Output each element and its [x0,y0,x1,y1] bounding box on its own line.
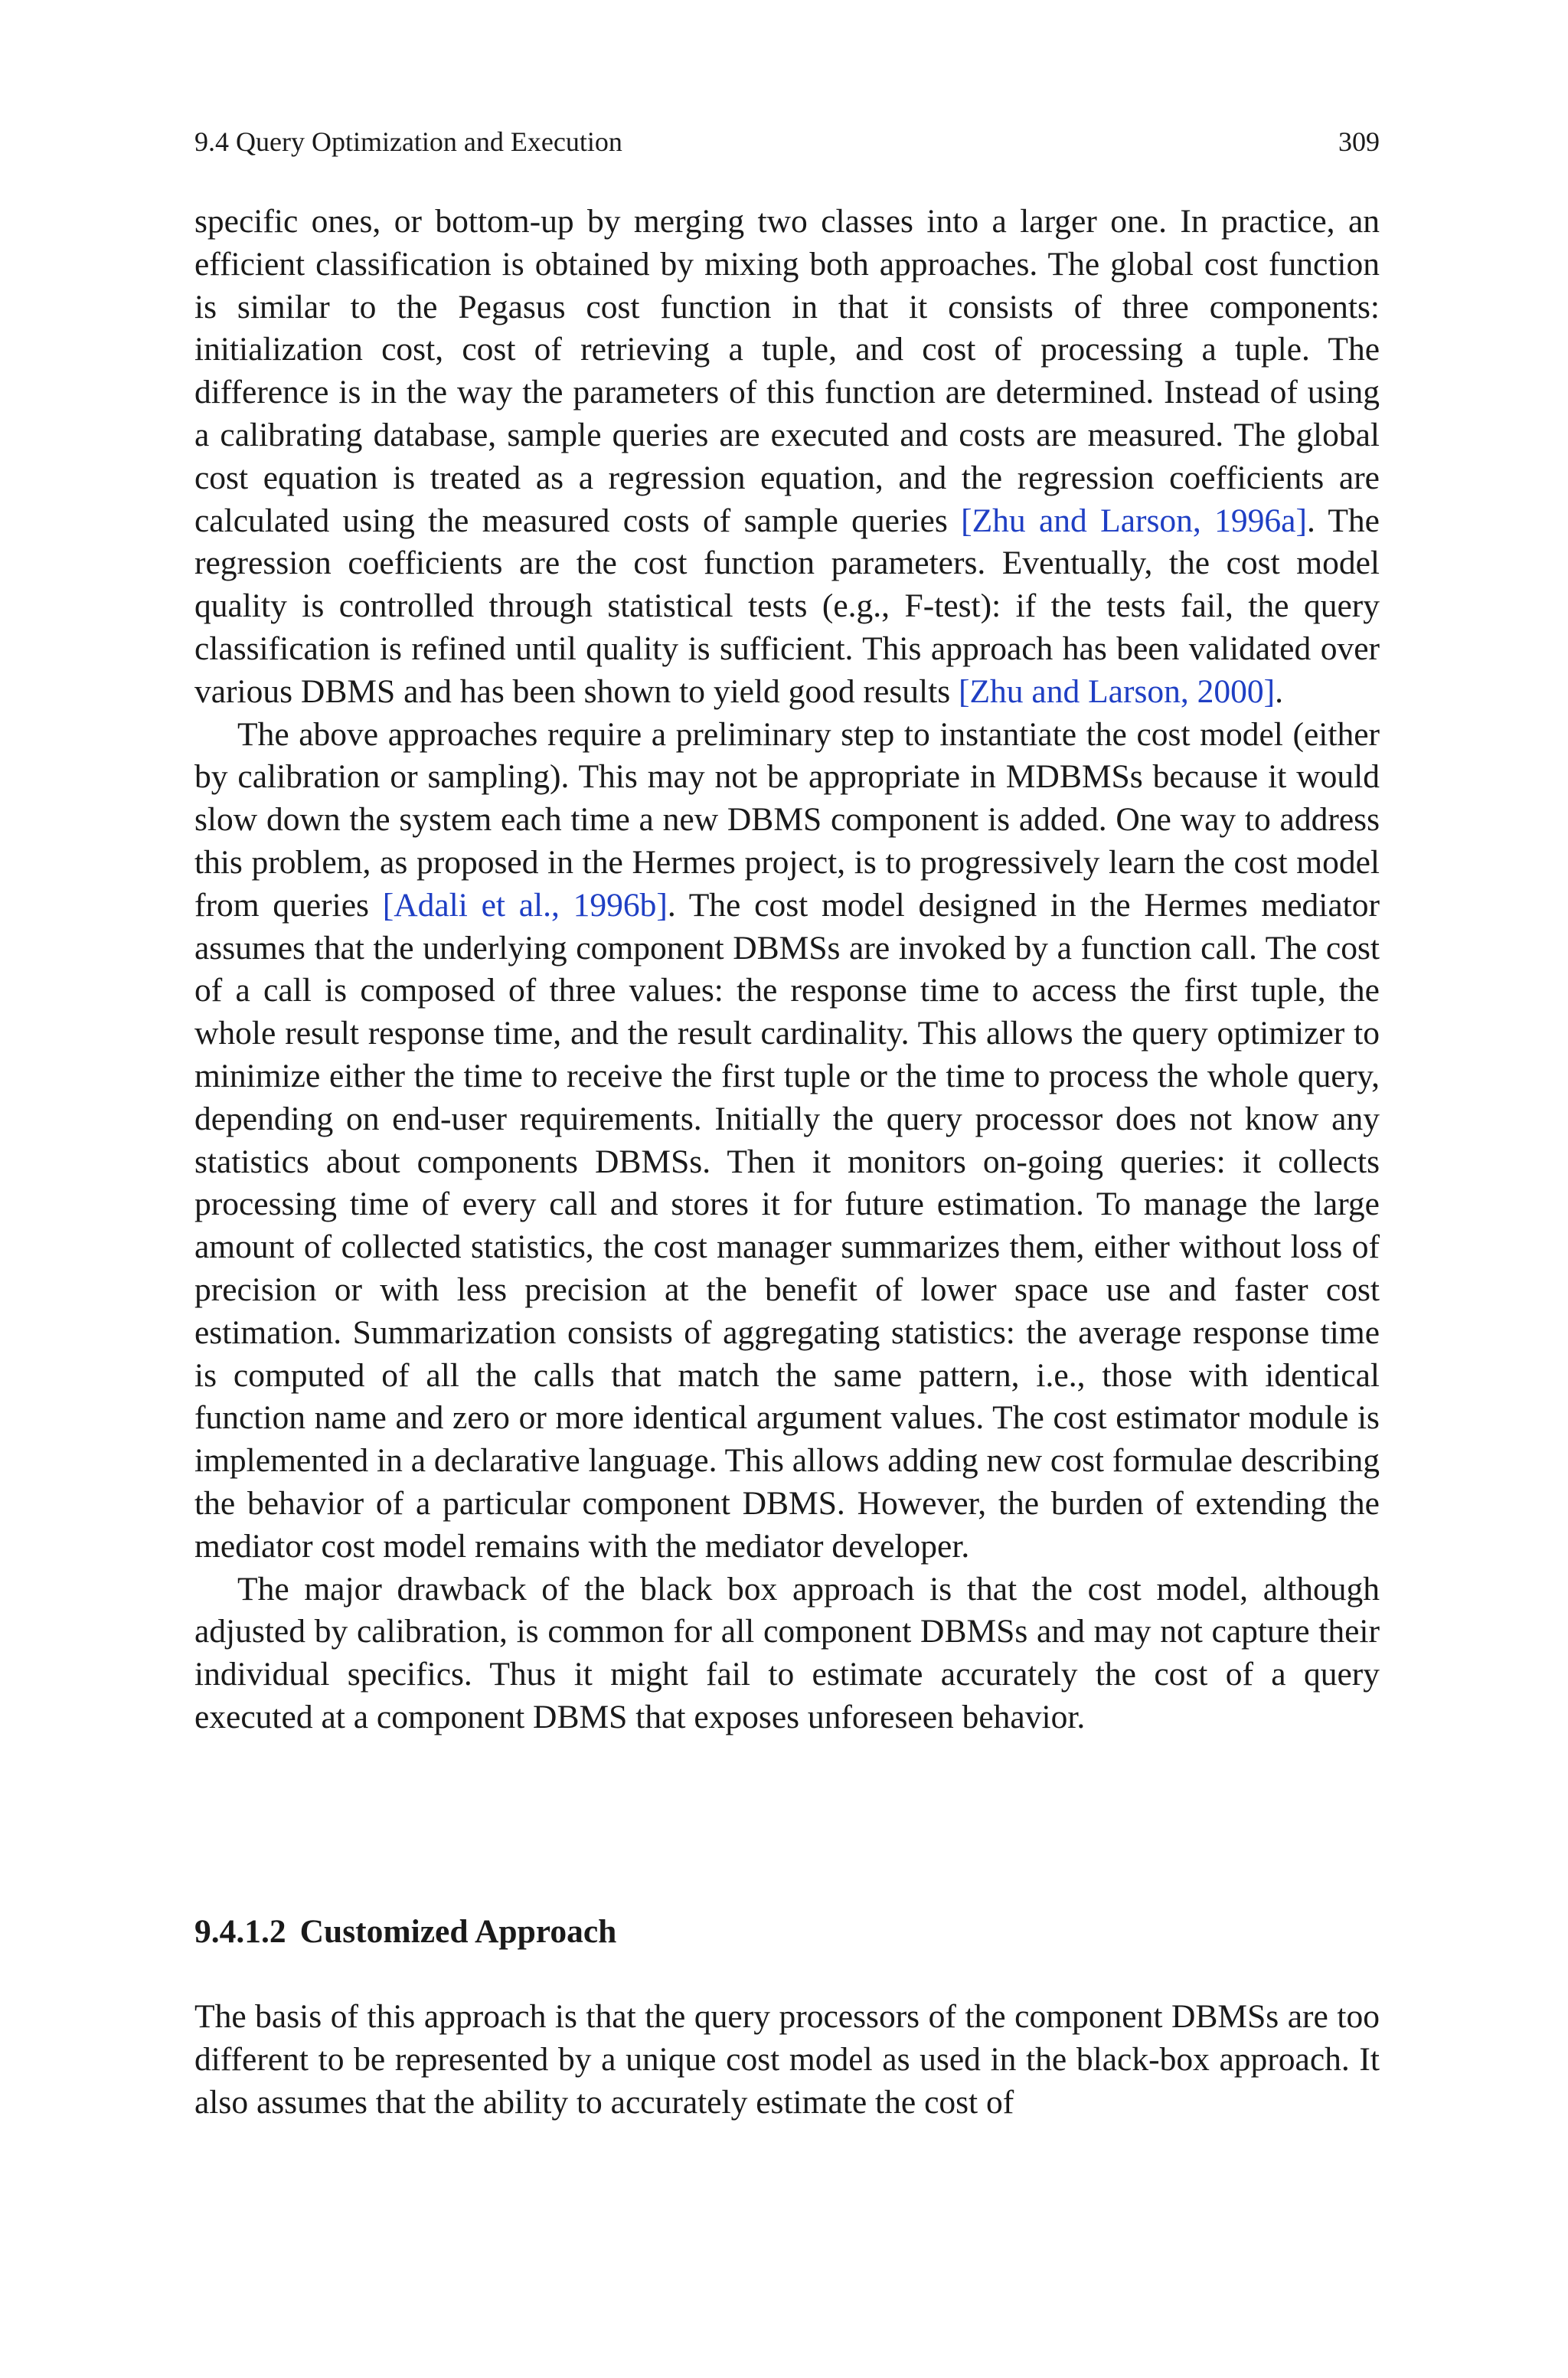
paragraph-2-text-b: . The cost model designed in the Hermes mediator assumes that the underlying component DBMSs are invoked by a function call. The cost of a call is composed of three values: the response time to access the first tuple, the whole result response time, and the result cardinality. This allows the query optimizer to minimize either the time to receive the first tuple or the time to process the whole query, depending on end-user requirements. Initially the query processor does not know any statistics about components DBMSs. Then it monitors on-going queries: it collects processing time of every call and stores it for future estimation. To manage the large amount of collected statistics, the cost manager summarizes them, either without loss of precision or with less precision at the benefit of lower space use and faster cost estimation. Summarization consists of aggregating statistics: the average response time is computed of all the calls that match the same pattern, i.e., those with identical function name and zero or more identical argument values. The cost estimator module is implemented in a declarative language. This allows adding new cost formulae describing the behavior of a particular component DBMS. However, the burden of extending the mediator cost model remains with the mediator developer. [194,886,1380,1565]
body-text [194,201,1380,1739]
running-head [194,123,1380,161]
paragraph-1-text-c: . [1275,672,1284,710]
paragraph-2-text-a: The above approaches require a preliminary step to instantiate the cost model (either by calibration or sampling). This may not be appropriate in MDBMSs because it would slow down the system each time a new DBMS component is added. One way to address this problem, as proposed in the Hermes project, is to progressively learn the cost model from queries [194,715,1380,924]
citation-adali-1996b[interactable]: [Adali et al., 1996b] [382,886,668,924]
citation-zhu-larson-2000[interactable]: [Zhu and Larson, 2000] [959,672,1276,710]
subsection-number: 9.4.1.2 [194,1913,286,1950]
subsection-heading [194,1910,1380,1953]
subsection-title: Customized Approach [299,1913,617,1950]
body-text-continued [194,1996,1380,2124]
citation-zhu-larson-1996a[interactable]: [Zhu and Larson, 1996a] [961,502,1307,539]
paragraph-1 [194,201,1380,714]
paragraph-3: The major drawback of the black box approach is that the cost model, although adjusted by calibration, is common for all component DBMSs and may not capture their individual specifics. Thus it might fail to estimate accurately the cost of a query executed at a component DBMS that exposes unforeseen behavior. [194,1570,1380,1735]
paragraph-4: The basis of this approach is that the query processors of the component DBMSs are too different to be represented by a unique cost model as used in the black-box approach. It also assumes that the ability to accurately estimate the cost of [194,1998,1380,2121]
paragraph-1-text-a: specific ones, or bottom-up by merging two classes into a larger one. In practice, an efficient classification is obtained by mixing both approaches. The global cost function is similar to the Pegasus cost function in that it consists of three components: initialization cost, cost of retrieving a tuple, and cost of processing a tuple. The difference is in the way the parameters of this function are determined. Instead of using a calibrating database, sample queries are executed and costs are measured. The global cost equation is treated as a regression equation, and the regression coefficients are calculated using the measured costs of sample queries [194,203,1380,539]
page-number: 309 [1338,126,1380,157]
paragraph-2 [194,714,1380,1568]
running-head-section: 9.4 Query Optimization and Execution [194,126,622,157]
paragraph-1-text-b: . The regression coefficients are the cost function parameters. Eventually, the cost model quality is controlled through statistical tests (e.g., F-test): if the tests fail, the query classification is refined until quality is sufficient. This approach has been validated over various DBMS and has been shown to yield good results [194,502,1380,710]
